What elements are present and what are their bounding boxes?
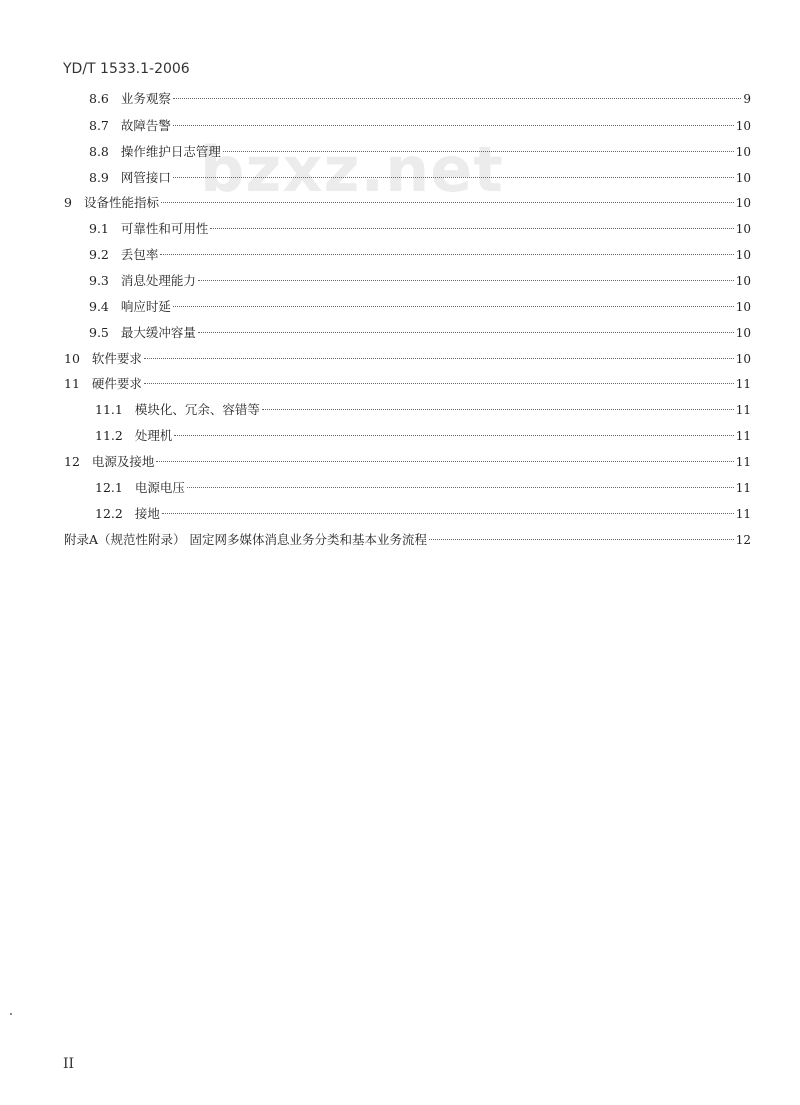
toc-entry[interactable] (89, 143, 751, 161)
toc-page: 11 (735, 455, 751, 469)
dot-leader (173, 125, 734, 126)
toc-title: 模块化、冗余、容错等 (134, 402, 260, 417)
toc-page: 9 (743, 92, 751, 106)
dot-leader (161, 202, 734, 203)
toc-entry[interactable] (64, 194, 751, 212)
toc-entry[interactable] (89, 246, 751, 264)
toc-page: 10 (735, 274, 751, 288)
toc-page: 11 (735, 507, 751, 521)
toc-title: 硬件要求 (91, 376, 142, 391)
toc-number: 附录A (64, 532, 99, 547)
toc-number: 9.4 (89, 299, 109, 314)
toc-entry[interactable] (64, 350, 751, 368)
toc-number: 12.1 (95, 480, 123, 495)
dot-leader (210, 228, 733, 229)
page-number: II (63, 1056, 75, 1072)
dot-leader (262, 409, 734, 410)
dot-leader (156, 461, 733, 462)
toc-title: 操作维护日志管理 (120, 144, 221, 159)
toc-entry[interactable] (89, 298, 751, 316)
toc-number: 10 (64, 351, 80, 366)
dot-leader (223, 151, 734, 152)
dot-leader (160, 254, 733, 255)
toc-title: 丢包率 (120, 247, 159, 262)
scan-speck (10, 1013, 12, 1015)
toc-number: 9.5 (89, 325, 109, 340)
toc-number: 12.2 (95, 506, 123, 521)
toc-page: 10 (735, 222, 751, 236)
dot-leader (144, 358, 734, 359)
dot-leader (429, 539, 734, 540)
toc-page: 10 (735, 171, 751, 185)
toc-page: 10 (735, 119, 751, 133)
toc-page: 11 (735, 481, 751, 495)
toc-page: 12 (735, 533, 751, 547)
toc-title: 响应时延 (120, 299, 171, 314)
toc-title: 业务观察 (120, 91, 171, 106)
toc-number: 11 (64, 376, 80, 391)
toc-page: 10 (735, 300, 751, 314)
toc-entry[interactable] (95, 427, 751, 445)
dot-leader (198, 332, 734, 333)
toc-title: 最大缓冲容量 (120, 325, 196, 340)
toc-page: 10 (735, 248, 751, 262)
toc-page: 10 (735, 145, 751, 159)
dot-leader (173, 177, 734, 178)
toc-title: 电源及接地 (91, 454, 155, 469)
document-code: YD/T 1533.1-2006 (63, 61, 190, 77)
toc-number: 11.2 (95, 428, 123, 443)
toc-title: 网管接口 (120, 170, 171, 185)
toc-entry[interactable] (64, 453, 751, 471)
toc-number: 8.8 (89, 144, 109, 159)
toc-entry-annex[interactable] (64, 531, 751, 549)
toc-entry[interactable] (95, 401, 751, 419)
toc-title: 可靠性和可用性 (120, 221, 209, 236)
dot-leader (173, 98, 741, 99)
toc-title: 设备性能指标 (83, 195, 159, 210)
toc-page: 10 (735, 352, 751, 366)
toc-number: 8.7 (89, 118, 109, 133)
toc-title: 消息处理能力 (120, 273, 196, 288)
dot-leader (144, 383, 734, 384)
toc-number: 9.1 (89, 221, 109, 236)
toc-number: 12 (64, 454, 80, 469)
watermark: bzxz.net (200, 133, 504, 206)
dot-leader (187, 487, 734, 488)
dot-leader (198, 280, 734, 281)
toc-entry[interactable] (89, 220, 751, 238)
toc-entry[interactable] (95, 505, 751, 523)
toc-title: 故障告警 (120, 118, 171, 133)
dot-leader (174, 435, 733, 436)
toc-title: 软件要求 (91, 351, 142, 366)
toc-page: 10 (735, 326, 751, 340)
dot-leader (162, 513, 734, 514)
toc-entry[interactable] (89, 90, 751, 108)
toc-entry[interactable] (95, 479, 751, 497)
dot-leader (173, 306, 734, 307)
toc-entry[interactable] (89, 117, 751, 135)
toc-number: 11.1 (95, 402, 123, 417)
toc-number: 8.6 (89, 91, 109, 106)
toc-number: 9.2 (89, 247, 109, 262)
toc-number: 9 (64, 195, 72, 210)
toc-page: 11 (735, 377, 751, 391)
toc-title: 处理机 (134, 428, 173, 443)
toc-entry[interactable] (89, 324, 751, 342)
toc-title: 接地 (134, 506, 160, 521)
toc-page: 11 (735, 429, 751, 443)
toc-title: （规范性附录） 固定网多媒体消息业务分类和基本业务流程 (98, 532, 428, 547)
toc-number: 9.3 (89, 273, 109, 288)
toc-page: 10 (735, 196, 751, 210)
toc-title: 电源电压 (134, 480, 185, 495)
toc-entry[interactable] (89, 169, 751, 187)
toc-number: 8.9 (89, 170, 109, 185)
toc-entry[interactable] (89, 272, 751, 290)
toc-page: 11 (735, 403, 751, 417)
toc-entry[interactable] (64, 375, 751, 393)
